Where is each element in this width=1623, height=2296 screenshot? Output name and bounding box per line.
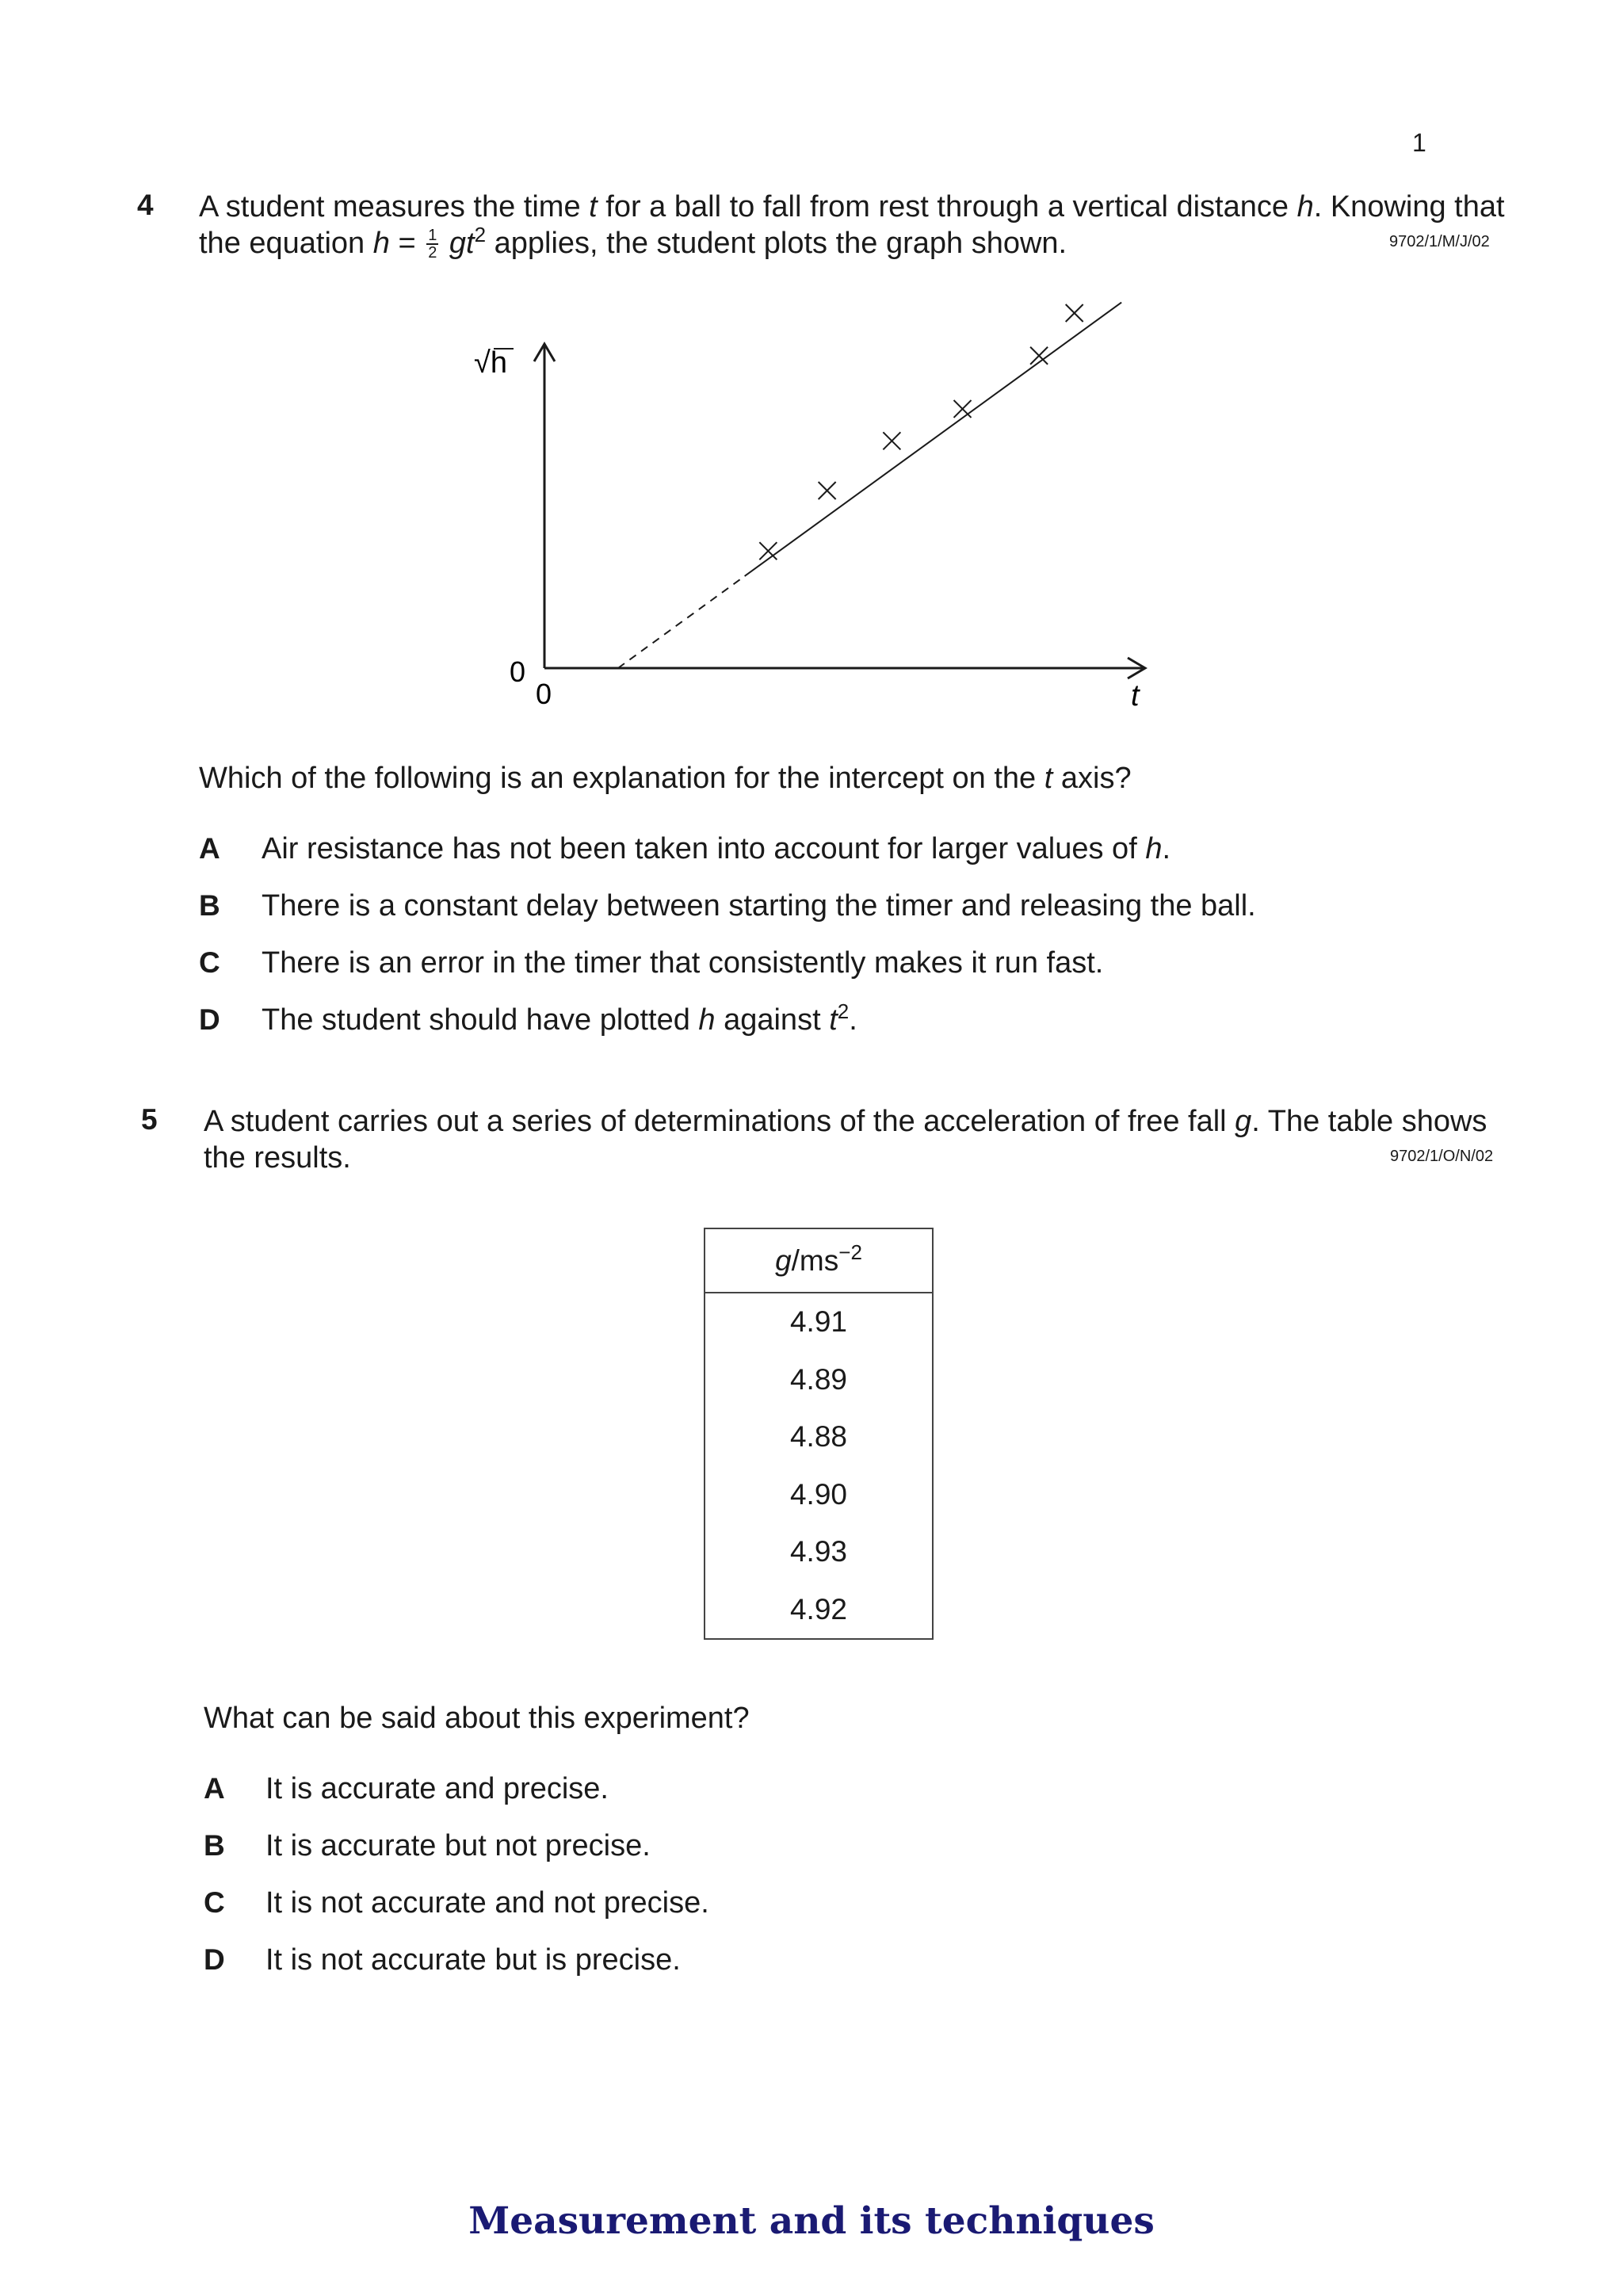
q4-line1-t: t [589, 190, 598, 223]
g-table-header [705, 1229, 932, 1293]
question-5-line-2: the results. [204, 1141, 351, 1175]
q4-line1-h: h [1296, 190, 1314, 223]
x-origin-label: 0 [536, 678, 552, 710]
question-5-prompt: What can be said about this experiment? [204, 1702, 750, 1735]
q5-option-b-letter: B [204, 1829, 225, 1862]
q4-prompt-part: Which of the following is an explanation for the intercept on the [199, 762, 1044, 795]
question-5-reference: 9702/1/O/N/02 [1390, 1148, 1494, 1165]
fraction-denominator: 2 [428, 244, 437, 262]
q5-option-a-text: It is accurate and precise. [265, 1772, 609, 1805]
q4-option-c-letter: C [199, 946, 220, 979]
g-header-exponent: −2 [838, 1240, 862, 1264]
q5-option-d-text: It is not accurate but is precise. [265, 1943, 681, 1977]
g-table-cell: 4.93 [789, 1535, 847, 1568]
best-fit-line [745, 303, 1122, 576]
g-table-cell: 4.91 [789, 1305, 847, 1338]
q4-option-a-part: . [1162, 832, 1171, 865]
q4-option-d-t: t [829, 1003, 838, 1037]
y-origin-label: 0 [510, 655, 526, 688]
q4-line2-part: the equation [199, 227, 373, 260]
q4-option-a-part: Air resistance has not been taken into account for larger values of [262, 832, 1146, 865]
question-4-number: 4 [137, 189, 154, 221]
q4-line2-gt: gt [449, 227, 475, 260]
q5-option-a-letter: A [204, 1772, 225, 1805]
q4-line1-part: . Knowing that [1313, 190, 1505, 223]
g-table-cell: 4.89 [789, 1362, 847, 1396]
data-point-cross [759, 542, 777, 560]
x-axis-label: t [1131, 679, 1140, 712]
q4-option-a-letter: A [199, 832, 220, 865]
q5-option-c-text: It is not accurate and not precise. [265, 1886, 709, 1920]
q4-line1-part: for a ball to fall from rest through a vertical distance [597, 190, 1297, 223]
q4-option-d-exponent: 2 [837, 999, 850, 1023]
g-header-symbol: g [775, 1244, 792, 1277]
q4-option-a-h: h [1145, 832, 1163, 865]
q4-option-d-text [262, 999, 857, 1037]
q4-option-b-text: There is a constant delay between starting the timer and releasing the ball. [262, 889, 1256, 923]
data-point-cross [883, 432, 900, 449]
q4-option-d-part: The student should have plotted [262, 1003, 699, 1037]
footer-title: Measurement and its techniques [468, 2199, 1155, 2243]
q5-option-c-letter: C [204, 1886, 225, 1919]
fraction-numerator: 1 [428, 227, 437, 244]
g-table-cell: 4.88 [789, 1420, 847, 1453]
q5-option-b-text: It is accurate but not precise. [265, 1829, 651, 1862]
y-axis-label: √h [474, 346, 507, 380]
question-4-reference: 9702/1/M/J/02 [1389, 233, 1490, 250]
q4-prompt-t: t [1044, 762, 1053, 795]
q4-option-a-text [262, 832, 1170, 866]
page-number: 1 [1412, 128, 1426, 157]
q4-line2-part: applies, the student plots the graph shown. [486, 227, 1067, 260]
q4-option-d-letter: D [199, 1003, 220, 1036]
q4-line2-eq: = [389, 227, 425, 260]
plot-layer [618, 303, 1121, 668]
q4-line2-h: h [372, 227, 390, 260]
data-point-cross [819, 482, 836, 499]
extrapolation-dashed-line [618, 576, 745, 668]
q4-line2-exponent: 2 [474, 223, 487, 246]
data-point-cross [954, 400, 972, 418]
q4-option-b-letter: B [199, 889, 220, 922]
g-table-cell: 4.90 [789, 1477, 847, 1511]
q4-option-d-part: . [849, 1003, 857, 1037]
question-5-line-1 [204, 1103, 1487, 1140]
q4-line1-part: A student measures the time [199, 190, 590, 223]
q4-prompt-part: axis? [1052, 762, 1132, 795]
q4-option-c-text: There is an error in the timer that consistently makes it run fast. [262, 946, 1104, 980]
g-results-table [704, 1228, 934, 1640]
q5-option-d-letter: D [204, 1943, 225, 1976]
q5-line1-part: A student carries out a series of determinations of the acceleration of free fall [204, 1105, 1235, 1138]
q5-line1-g: g [1235, 1105, 1252, 1138]
q4-option-d-h: h [698, 1003, 716, 1037]
q5-line1-part: . The table shows [1251, 1105, 1487, 1138]
g-table-cell: 4.92 [789, 1592, 847, 1626]
g-header-unit: /ms [791, 1244, 839, 1277]
data-point-cross [1066, 304, 1083, 322]
q4-option-d-part: against [715, 1003, 830, 1037]
question-5-number: 5 [141, 1103, 158, 1136]
question-4-prompt [199, 760, 1132, 797]
